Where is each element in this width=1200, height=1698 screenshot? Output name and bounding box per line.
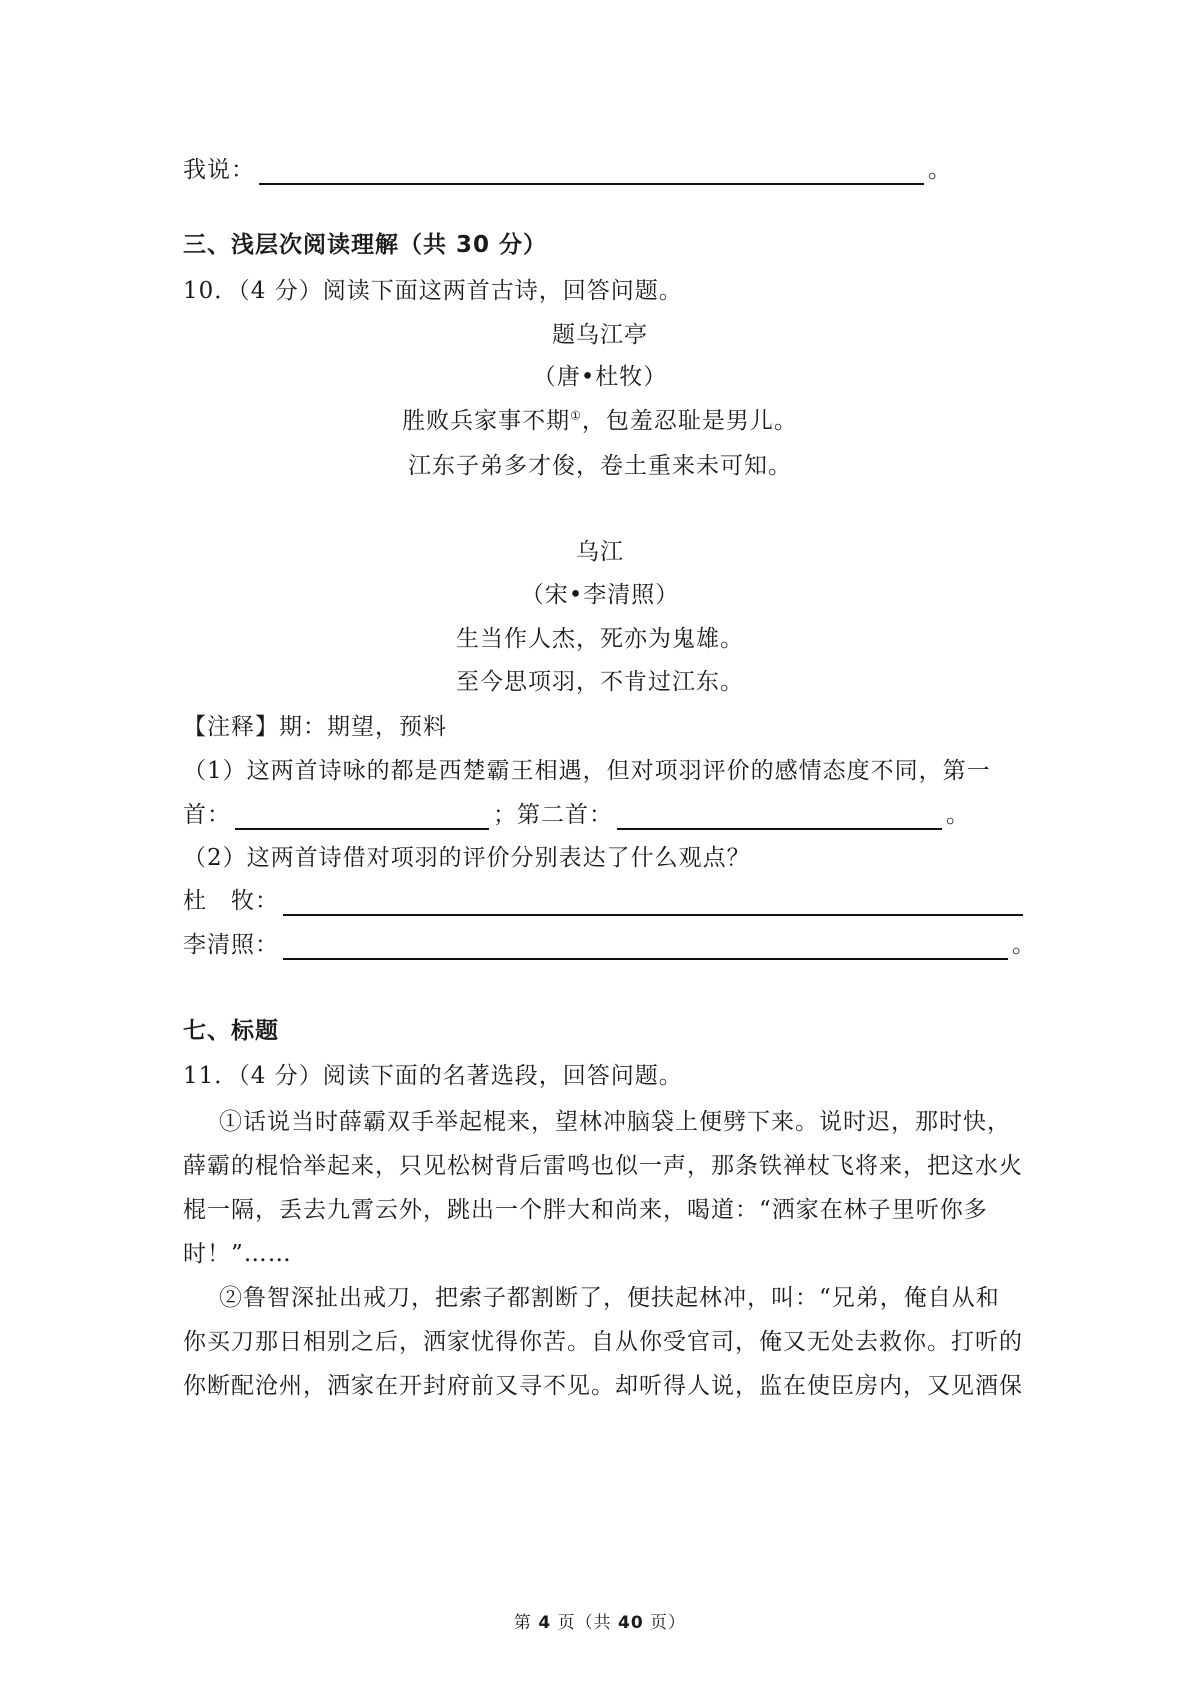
sub1-label-a: 首： xyxy=(183,802,231,828)
q11-p2-line: 你买刀那日相别之后，洒家忧得你苦。自从你受官司，俺又无处去救你。打听的 xyxy=(183,1329,1023,1355)
annotation-note: 【注释】期：期望，预料 xyxy=(183,714,447,740)
dumu-label: 杜 牧： xyxy=(183,888,279,914)
page-footer xyxy=(0,1608,1200,1633)
poem2-title: 乌江 xyxy=(576,539,624,565)
q11-p1-line: ①话说当时薛霸双手举起棍来，望林冲脑袋上便劈下来。说时迟，那时快， xyxy=(219,1109,1011,1135)
q11-p2-line: ②鲁智深扯出戒刀，把索子都割断了，便扶起林冲，叫：“兄弟，俺自从和 xyxy=(219,1285,1000,1311)
poem2-author: （宋•李清照） xyxy=(520,582,680,608)
q11-stem: 11．（4 分）阅读下面的名著选段，回答问题。 xyxy=(183,1063,683,1089)
section-7-heading: 七、标题 xyxy=(183,1018,279,1044)
q10-sub1-line2 xyxy=(183,800,970,830)
dumu-blank[interactable] xyxy=(283,890,1023,916)
poem1-line1-a: 胜败兵家事不期 xyxy=(402,408,571,434)
footer-page-number: 4 xyxy=(538,1613,552,1633)
lqz-blank[interactable] xyxy=(283,934,1008,960)
q11-p1-line: 薛霸的棍恰举起来，只见松树背后雷鸣也似一声，那条铁禅杖飞将来，把这水火 xyxy=(183,1153,1023,1179)
first-poem-blank[interactable] xyxy=(235,804,489,830)
answer-line-wo-shuo xyxy=(183,155,952,185)
lqz-label: 李清照： xyxy=(183,932,279,958)
second-poem-blank[interactable] xyxy=(617,804,942,830)
sub1-end: 。 xyxy=(946,802,970,828)
footer-mid: 页（共 xyxy=(551,1613,618,1633)
poem2-line1: 生当作人杰，死亦为鬼雄。 xyxy=(456,626,744,652)
q10-sub1-line1: （1）这两首诗咏的都是西楚霸王相遇，但对项羽评价的感情态度不同，第一 xyxy=(183,758,991,784)
q11-p1-line: 棍一隔，丢去九霄云外，跳出一个胖大和尚来，喝道：“洒家在林子里听你多 xyxy=(183,1197,988,1223)
footnote-marker: ① xyxy=(570,408,582,423)
poem1-title: 题乌江亭 xyxy=(552,322,648,348)
footer-pre: 第 xyxy=(513,1613,539,1633)
footer-post: 页） xyxy=(643,1613,687,1633)
q10-sub2: （2）这两首诗借对项羽的评价分别表达了什么观点？ xyxy=(183,845,751,871)
poem2-line2: 至今思项羽，不肯过江东。 xyxy=(456,669,744,695)
q11-p1-line: 时！”…… xyxy=(183,1241,292,1267)
poem1-author: （唐•杜牧） xyxy=(532,364,668,390)
q10-stem: 10．（4 分）阅读下面这两首古诗，回答问题。 xyxy=(183,278,683,304)
lqz-end: 。 xyxy=(1012,932,1036,958)
dumu-answer-line xyxy=(183,886,1027,916)
wo-shuo-label: 我说： xyxy=(183,157,255,183)
lqz-answer-line xyxy=(183,930,1036,960)
poem1-line1-b: ，包羞忍耻是男儿。 xyxy=(581,408,798,434)
q11-p2-line: 你断配沧州，洒家在开封府前又寻不见。却听得人说，监在使臣房内，又见酒保 xyxy=(183,1373,1023,1399)
footer-total-pages: 40 xyxy=(617,1613,644,1633)
wo-shuo-end: 。 xyxy=(928,157,952,183)
sub1-sep: ；第二首： xyxy=(493,802,613,828)
poem1-line1 xyxy=(0,406,1200,436)
wo-shuo-blank[interactable] xyxy=(259,159,924,185)
poem1-line2: 江东子弟多才俊，卷土重来未可知。 xyxy=(408,453,792,479)
section-3-heading: 三、浅层次阅读理解（共 30 分） xyxy=(183,232,548,258)
